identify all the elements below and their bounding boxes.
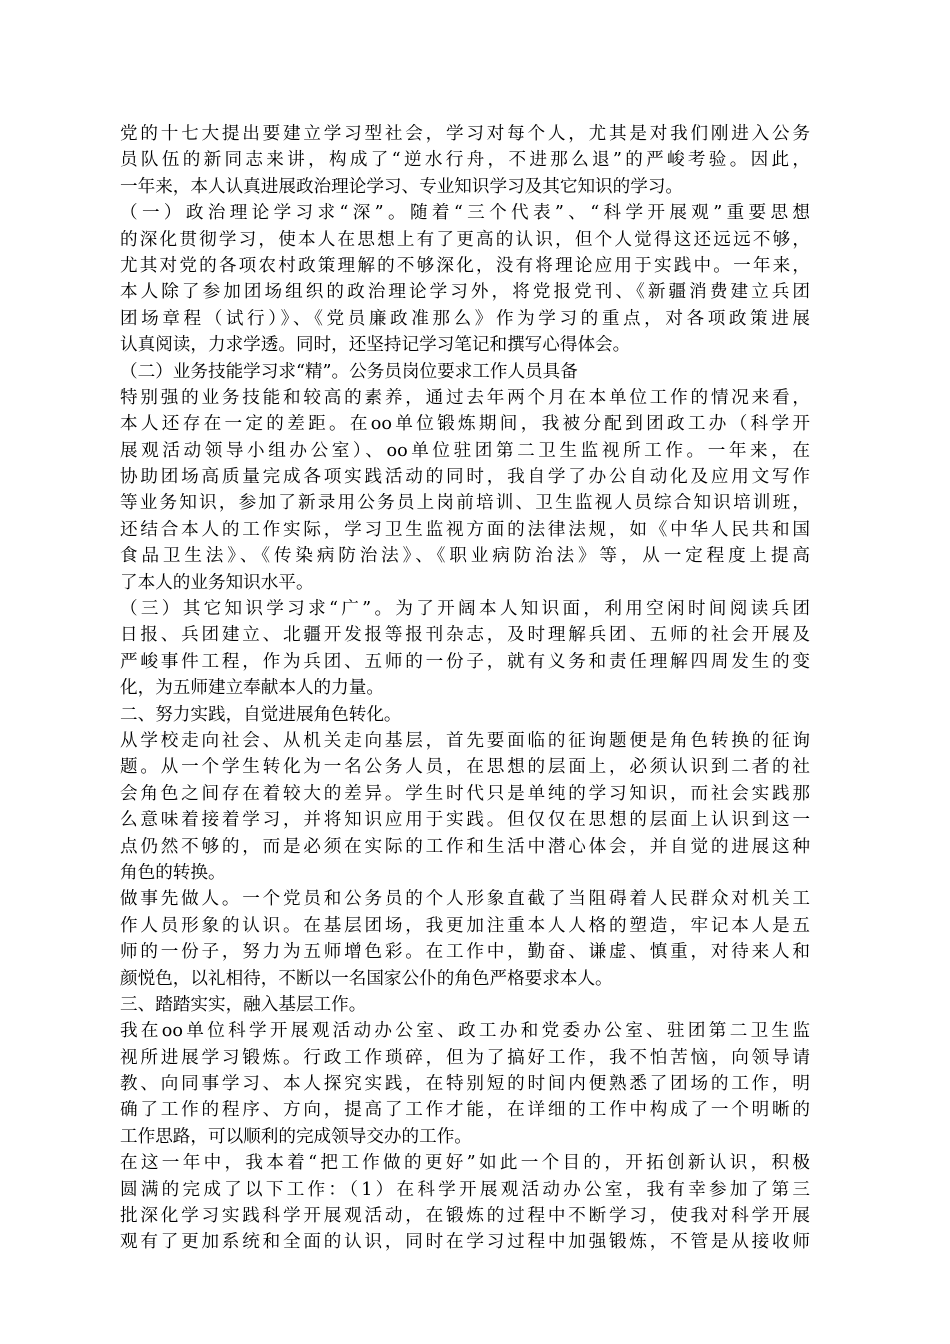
text-line: （一）政治理论学习求“深”。随着“三个代表”、“科学开展观”重要思想: [120, 203, 810, 224]
text-line: （二）业务技能学习求“精”。公务员岗位要求工作人员具备: [120, 361, 578, 382]
text-line: 党的十七大提出要建立学习型社会，学习对每个人，尤其是对我们刚进入公务: [120, 124, 810, 144]
text-line: 了本人的业务知识水平。: [120, 572, 314, 593]
text-line: 作人员形象的认识。在基层团场，我更加注重本人人格的塑造，牢记本人是五: [120, 915, 810, 936]
text-line: 协助团场高质量完成各项实践活动的同时，我自学了办公自动化及应用文写作: [120, 467, 810, 488]
text-line: 师的一份子，努力为五师增色彩。在工作中，勤奋、谦虚、慎重，对待来人和: [120, 942, 810, 963]
text-line: 严峻事件工程，作为兵团、五师的一份子，就有义务和责任理解四周发生的变: [120, 651, 810, 672]
text-line: 还结合本人的工作实际，学习卫生监视方面的法律法规，如《中华人民共和国: [120, 519, 810, 540]
text-line: 点仍然不够的，而是必须在实际的工作和生活中潜心体会，并自觉的进展这种: [120, 836, 810, 857]
text-line: 尤其对党的各项农村政策理解的不够深化，没有将理论应用于实践中。一年来，: [120, 255, 810, 276]
text-line: 本人除了参加团场组织的政治理论学习外，将党报党刊、《新疆消费建立兵团: [120, 282, 810, 303]
text-line: 本人还存在一定的差距。在oo单位锻炼期间，我被分配到团政工办（科学开: [120, 414, 810, 435]
text-line: 教、向同事学习、本人探究实践，在特别短的时间内便熟悉了团场的工作，明: [120, 1074, 810, 1095]
text-line: 做事先做人。一个党员和公务员的个人形象直截了当阻碍着人民群众对机关工: [120, 889, 810, 910]
text-line: 等业务知识，参加了新录用公务员上岗前培训、卫生监视人员综合知识培训班，: [120, 493, 810, 514]
text-line: （三）其它知识学习求“广”。为了开阔本人知识面，利用空闲时间阅读兵团: [120, 599, 810, 620]
text-line: 认真阅读，力求学透。同时，还坚持记学习笔记和撰写心得体会。: [120, 335, 631, 356]
document-body: [120, 121, 810, 1256]
text-line: 从学校走向社会、从机关走向基层，首先要面临的征询题便是角色转换的征询: [120, 730, 810, 751]
text-line: 批深化学习实践科学开展观活动，在锻炼的过程中不断学习，使我对科学开展: [120, 1206, 810, 1227]
text-line: 团场章程（试行）》、《党员廉政准那么》作为学习的重点，对各项政策进展: [120, 308, 810, 329]
text-line: 在这一年中，我本着“把工作做的更好”如此一个目的，开拓创新认识，积极: [120, 1153, 810, 1174]
text-line: 工作思路，可以顺利的完成领导交办的工作。: [120, 1126, 472, 1147]
text-line: 的深化贯彻学习，使本人在思想上有了更高的认识，但个人觉得这还远远不够，: [120, 229, 810, 250]
text-line: 日报、兵团建立、北疆开发报等报刊杂志，及时理解兵团、五师的社会开展及: [120, 625, 810, 646]
text-line: 特别强的业务技能和较高的素养，通过去年两个月在本单位工作的情况来看，: [120, 387, 810, 408]
text-line: 员队伍的新同志来讲，构成了“逆水行舟，不进那么退”的严峻考验。因此，: [120, 150, 810, 171]
text-line: 一年来，本人认真进展政治理论学习、专业知识学习及其它知识的学习。: [120, 176, 684, 197]
text-line: 食品卫生法》、《传染病防治法》、《职业病防治法》等，从一定程度上提高: [120, 546, 810, 567]
text-line: 圆满的完成了以下工作：（1）在科学开展观活动办公室，我有幸参加了第三: [120, 1179, 810, 1200]
text-line: 三、踏踏实实，融入基层工作。: [120, 994, 367, 1015]
text-line: 二、努力实践，自觉进展角色转化。: [120, 704, 402, 725]
text-line: 角色的转换。: [120, 862, 226, 883]
text-line: 展观活动领导小组办公室）、oo单位驻团第二卫生监视所工作。一年来，在: [120, 440, 810, 461]
text-line: 么意味着接着学习，并将知识应用于实践。但仅仅在思想的层面上认识到这一: [120, 810, 810, 831]
text-line: 我在oo单位科学开展观活动办公室、政工办和党委办公室、驻团第二卫生监: [120, 1021, 810, 1042]
text-line: 颜悦色，以礼相待，不断以一名国家公仆的角色严格要求本人。: [120, 968, 613, 989]
text-line: 会角色之间存在着较大的差异。学生时代只是单纯的学习知识，而社会实践那: [120, 783, 810, 804]
text-line: 化，为五师建立奉献本人的力量。: [120, 678, 384, 699]
text-line: 题。从一个学生转化为一名公务人员，在思想的层面上，必须认识到二者的社: [120, 757, 810, 778]
text-line: 视所进展学习锻炼。行政工作琐碎，但为了搞好工作，我不怕苦恼，向领导请: [120, 1047, 810, 1068]
text-line: 观有了更加系统和全面的认识，同时在学习过程中加强锻炼，不管是从接收师: [120, 1232, 810, 1253]
text-line: 确了工作的程序、方向，提高了工作才能，在详细的工作中构成了一个明晰的: [120, 1100, 810, 1121]
